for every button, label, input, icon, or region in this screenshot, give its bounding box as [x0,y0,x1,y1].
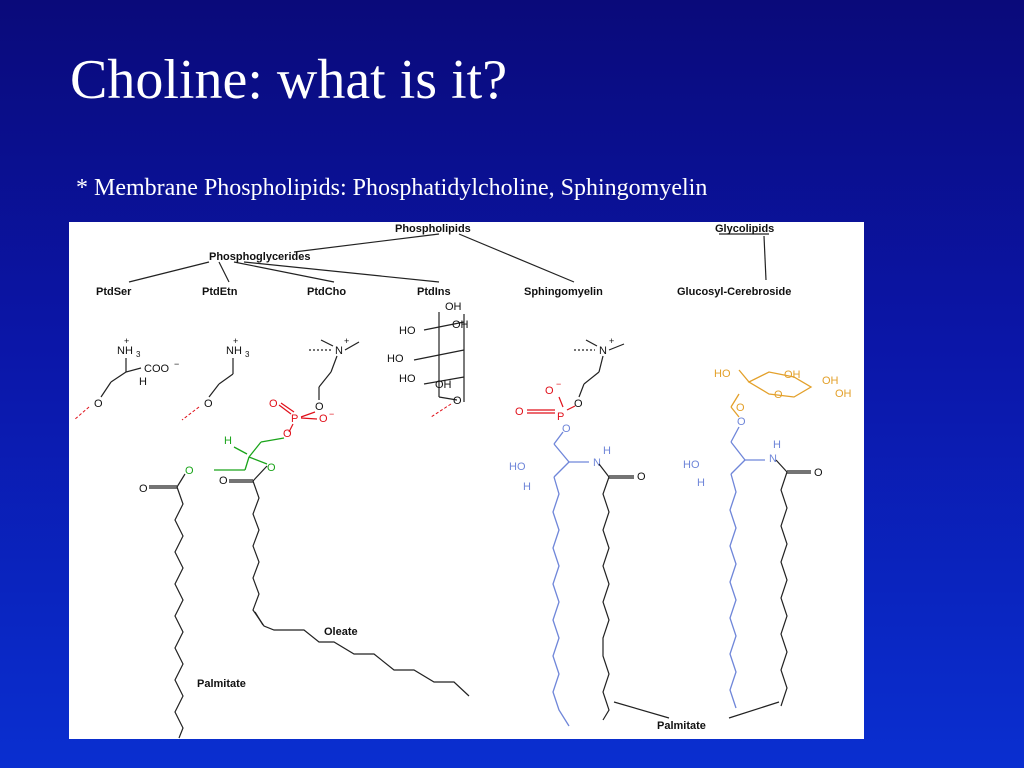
glucosyl-cerebroside-label: Glucosyl-Cerebroside [677,286,792,298]
svg-text:HO: HO [714,368,731,380]
svg-text:O: O [319,413,328,425]
svg-text:N: N [335,345,343,357]
svg-text:HO: HO [509,461,526,473]
phosphoglycerides-label: Phosphoglycerides [209,251,311,263]
svg-text:HO: HO [683,459,700,471]
svg-text:−: − [174,359,180,369]
svg-text:O: O [283,428,292,440]
svg-text:O: O [267,462,276,474]
ptdins-label: PtdIns [417,286,451,298]
svg-text:H: H [139,376,147,388]
svg-text:OH: OH [822,375,839,387]
svg-text:O: O [185,465,194,477]
ptdetn-headgroup [182,336,250,420]
svg-text:O: O [736,402,745,414]
svg-text:H: H [523,481,531,493]
svg-text:O: O [315,401,324,413]
svg-text:P: P [557,411,565,423]
oleate-label: Oleate [324,626,358,638]
svg-text:−: − [556,379,562,389]
svg-text:H: H [224,435,232,447]
svg-text:HO: HO [399,373,416,385]
svg-text:O: O [269,398,278,410]
svg-text:O: O [774,389,783,401]
ptdcho-molecule [139,336,469,738]
svg-text:O: O [515,406,524,418]
sphingomyelin-molecule [509,336,646,726]
slide-title: Choline: what is it? [70,49,508,111]
svg-text:3: 3 [245,350,250,359]
svg-text:OH: OH [445,301,462,313]
phospholipids-label: Phospholipids [395,223,471,235]
palmitate-bottom-label: Palmitate [657,720,706,732]
ptdetn-label: PtdEtn [202,286,238,298]
ptdser-headgroup [74,336,179,420]
svg-text:H: H [697,477,705,489]
svg-text:COO: COO [144,363,170,375]
svg-text:O: O [453,395,462,407]
svg-text:OH: OH [452,319,469,331]
svg-text:O: O [737,416,746,428]
svg-text:O: O [574,398,583,410]
svg-text:O: O [204,398,213,410]
svg-text:HO: HO [399,325,416,337]
palmitate-left-label: Palmitate [197,678,246,690]
ptdins-headgroup [387,301,469,417]
glucosylcerebroside-molecule [683,368,852,708]
sphingomyelin-label: Sphingomyelin [524,286,603,298]
svg-text:O: O [545,385,554,397]
svg-text:+: + [344,336,350,346]
svg-text:O: O [139,483,148,495]
svg-text:H: H [603,445,611,457]
svg-text:OH: OH [435,379,452,391]
ptdser-label: PtdSer [96,286,132,298]
svg-text:O: O [637,471,646,483]
svg-text:+: + [124,336,130,346]
lipid-classification-diagram [69,222,864,739]
svg-text:H: H [773,439,781,451]
svg-text:NH: NH [117,345,133,357]
svg-text:P: P [291,413,299,425]
palmitate-bracket-lines [614,702,779,718]
svg-text:N: N [769,453,777,465]
svg-text:N: N [599,345,607,357]
svg-text:+: + [609,336,615,346]
svg-text:O: O [814,467,823,479]
svg-text:OH: OH [835,388,852,400]
svg-text:O: O [94,398,103,410]
svg-text:HO: HO [387,353,404,365]
glycolipids-label: Glycolipids [715,223,775,235]
svg-text:−: − [329,409,335,419]
svg-text:N: N [593,457,601,469]
svg-text:O: O [562,423,571,435]
slide-bullet: * Membrane Phospholipids: Phosphatidylcholine, Sphingomyelin [76,175,708,201]
svg-text:O: O [219,475,228,487]
svg-text:+: + [233,336,239,346]
svg-text:NH: NH [226,345,242,357]
ptdcho-label: PtdCho [307,286,347,298]
svg-text:OH: OH [784,369,801,381]
svg-text:3: 3 [136,350,141,359]
